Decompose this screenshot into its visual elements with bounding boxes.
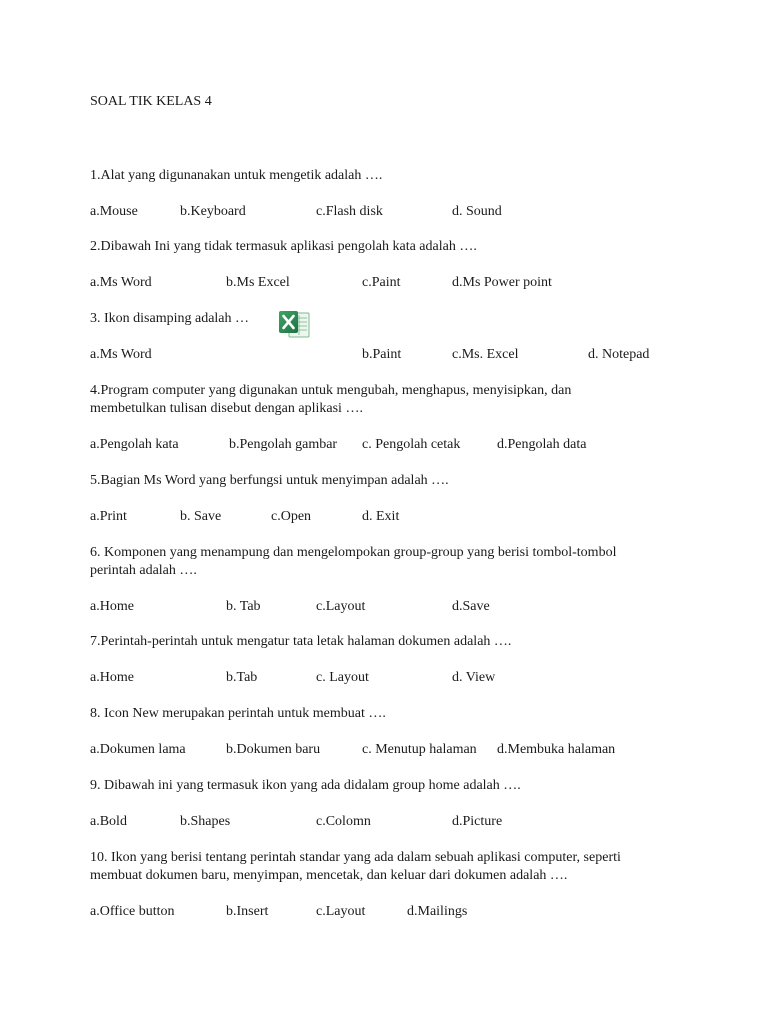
question-9-option-c: c.Colomn xyxy=(316,814,371,829)
question-3-option-b: b.Paint xyxy=(362,347,402,362)
excel-icon xyxy=(277,308,311,340)
question-3-option-c: c.Ms. Excel xyxy=(452,347,519,362)
question-10-option-c: c.Layout xyxy=(316,904,366,919)
question-9-text: 9. Dibawah ini yang termasuk ikon yang ada didalam group home adalah …. xyxy=(90,778,521,793)
question-9-option-d: d.Picture xyxy=(452,814,503,829)
question-4-text-line-1: 4.Program computer yang digunakan untuk mengubah, menghapus, menyisipkan, dan xyxy=(90,383,572,398)
question-10-option-d: d.Mailings xyxy=(407,904,468,919)
question-8-option-c: c. Menutup halaman xyxy=(362,742,477,757)
question-10-option-a: a.Office button xyxy=(90,904,175,919)
question-8-option-d: d.Membuka halaman xyxy=(497,742,616,757)
question-7-option-c: c. Layout xyxy=(316,670,369,685)
question-7-text: 7.Perintah-perintah untuk mengatur tata letak halaman dokumen adalah …. xyxy=(90,634,512,649)
question-2-text: 2.Dibawah Ini yang tidak termasuk aplikasi pengolah kata adalah …. xyxy=(90,239,477,254)
question-7-option-a: a.Home xyxy=(90,670,134,685)
question-1-option-c: c.Flash disk xyxy=(316,204,383,219)
question-2-option-b: b.Ms Excel xyxy=(226,275,290,290)
question-6-option-c: c.Layout xyxy=(316,599,366,614)
question-6-text-line-1: 6. Komponen yang menampung dan mengelompokan group-group yang berisi tombol-tombol xyxy=(90,545,617,560)
question-5-option-c: c.Open xyxy=(271,509,312,524)
question-9-option-a: a.Bold xyxy=(90,814,127,829)
question-3-option-d: d. Notepad xyxy=(588,347,650,362)
question-1-option-d: d. Sound xyxy=(452,204,502,219)
question-2-option-d: d.Ms Power point xyxy=(452,275,552,290)
question-5-option-d: d. Exit xyxy=(362,509,400,524)
question-1-option-b: b.Keyboard xyxy=(180,204,246,219)
question-1-text: 1.Alat yang digunanakan untuk mengetik adalah …. xyxy=(90,168,383,183)
question-10-text-line-2: membuat dokumen baru, menyimpan, mencetak, dan keluar dari dokumen adalah …. xyxy=(90,868,568,883)
question-4-option-d: d.Pengolah data xyxy=(497,437,587,452)
question-8-option-b: b.Dokumen baru xyxy=(226,742,321,757)
question-1-option-a: a.Mouse xyxy=(90,204,138,219)
question-7-option-b: b.Tab xyxy=(226,670,258,685)
question-8-text: 8. Icon New merupakan perintah untuk membuat …. xyxy=(90,706,386,721)
question-4-option-c: c. Pengolah cetak xyxy=(362,437,461,452)
question-10-text-line-1: 10. Ikon yang berisi tentang perintah standar yang ada dalam sebuah aplikasi computer, seperti xyxy=(90,850,621,865)
question-6-text-line-2: perintah adalah …. xyxy=(90,563,197,578)
question-6-option-a: a.Home xyxy=(90,599,134,614)
question-5-option-a: a.Print xyxy=(90,509,127,524)
question-6-option-b: b. Tab xyxy=(226,599,261,614)
question-4-option-b: b.Pengolah gambar xyxy=(229,437,338,452)
question-5-text: 5.Bagian Ms Word yang berfungsi untuk menyimpan adalah …. xyxy=(90,473,449,488)
question-2-option-a: a.Ms Word xyxy=(90,275,152,290)
question-8-option-a: a.Dokumen lama xyxy=(90,742,186,757)
question-4-option-a: a.Pengolah kata xyxy=(90,437,179,452)
question-3-option-a: a.Ms Word xyxy=(90,347,152,362)
question-6-option-d: d.Save xyxy=(452,599,490,614)
question-9-option-b: b.Shapes xyxy=(180,814,231,829)
question-10-option-b: b.Insert xyxy=(226,904,269,919)
question-5-option-b: b. Save xyxy=(180,509,222,524)
document-title: SOAL TIK KELAS 4 xyxy=(90,94,212,109)
question-3-text: 3. Ikon disamping adalah … xyxy=(90,311,250,326)
question-2-option-c: c.Paint xyxy=(362,275,401,290)
question-4-text-line-2: membetulkan tulisan disebut dengan aplikasi …. xyxy=(90,401,363,416)
question-7-option-d: d. View xyxy=(452,670,496,685)
